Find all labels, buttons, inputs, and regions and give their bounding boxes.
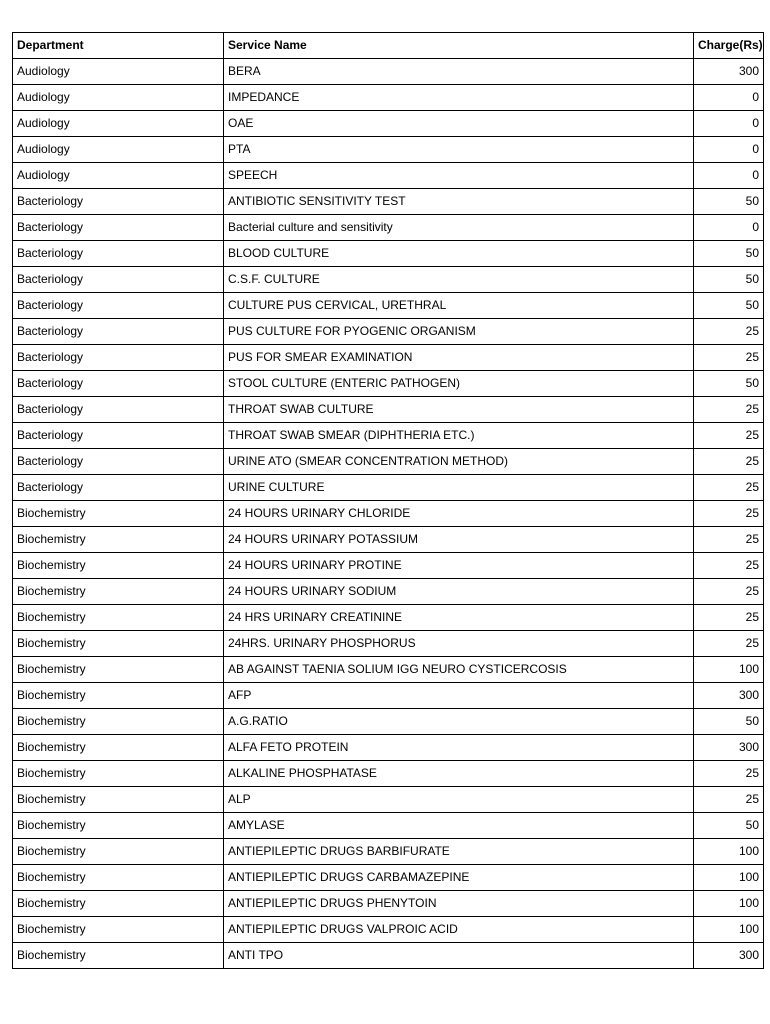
service-name-cell: Bacterial culture and sensitivity bbox=[224, 215, 694, 241]
department-cell: Biochemistry bbox=[13, 527, 224, 553]
department-cell: Biochemistry bbox=[13, 865, 224, 891]
table-row bbox=[13, 917, 764, 943]
department-cell: Biochemistry bbox=[13, 761, 224, 787]
table-row bbox=[13, 657, 764, 683]
charge-cell: 0 bbox=[694, 85, 764, 111]
charge-cell: 100 bbox=[694, 865, 764, 891]
charge-cell: 50 bbox=[694, 709, 764, 735]
service-name-cell: THROAT SWAB SMEAR (DIPHTHERIA ETC.) bbox=[224, 423, 694, 449]
department-cell: Bacteriology bbox=[13, 371, 224, 397]
department-cell: Biochemistry bbox=[13, 813, 224, 839]
department-cell: Bacteriology bbox=[13, 293, 224, 319]
charge-cell: 25 bbox=[694, 397, 764, 423]
service-name-cell: ANTIBIOTIC SENSITIVITY TEST bbox=[224, 189, 694, 215]
charge-cell: 25 bbox=[694, 527, 764, 553]
service-name-cell: ANTIEPILEPTIC DRUGS BARBIFURATE bbox=[224, 839, 694, 865]
department-cell: Biochemistry bbox=[13, 553, 224, 579]
service-name-cell: ANTI TPO bbox=[224, 943, 694, 969]
service-name-cell: URINE CULTURE bbox=[224, 475, 694, 501]
department-cell: Bacteriology bbox=[13, 215, 224, 241]
table-row bbox=[13, 475, 764, 501]
department-cell: Biochemistry bbox=[13, 787, 224, 813]
charge-cell: 300 bbox=[694, 683, 764, 709]
charge-cell: 100 bbox=[694, 917, 764, 943]
table-row bbox=[13, 865, 764, 891]
department-cell: Bacteriology bbox=[13, 319, 224, 345]
table-row bbox=[13, 85, 764, 111]
service-name-cell: AFP bbox=[224, 683, 694, 709]
charge-cell: 300 bbox=[694, 735, 764, 761]
service-name-cell: BERA bbox=[224, 59, 694, 85]
table-row bbox=[13, 163, 764, 189]
department-cell: Bacteriology bbox=[13, 397, 224, 423]
charge-cell: 25 bbox=[694, 501, 764, 527]
service-name-cell: 24 HOURS URINARY PROTINE bbox=[224, 553, 694, 579]
department-cell: Biochemistry bbox=[13, 839, 224, 865]
table-row bbox=[13, 59, 764, 85]
table-row bbox=[13, 241, 764, 267]
charge-cell: 300 bbox=[694, 59, 764, 85]
table-row bbox=[13, 735, 764, 761]
table-row bbox=[13, 501, 764, 527]
service-name-cell: THROAT SWAB CULTURE bbox=[224, 397, 694, 423]
department-cell: Bacteriology bbox=[13, 449, 224, 475]
department-cell: Bacteriology bbox=[13, 241, 224, 267]
table-row bbox=[13, 137, 764, 163]
table-row bbox=[13, 579, 764, 605]
department-cell: Audiology bbox=[13, 85, 224, 111]
service-name-cell: 24HRS. URINARY PHOSPHORUS bbox=[224, 631, 694, 657]
table-row bbox=[13, 553, 764, 579]
service-name-cell: C.S.F. CULTURE bbox=[224, 267, 694, 293]
table-row bbox=[13, 345, 764, 371]
department-cell: Biochemistry bbox=[13, 657, 224, 683]
charge-cell: 25 bbox=[694, 319, 764, 345]
charge-cell: 100 bbox=[694, 657, 764, 683]
table-row bbox=[13, 319, 764, 345]
table-row bbox=[13, 423, 764, 449]
header-row bbox=[13, 33, 764, 59]
charge-cell: 25 bbox=[694, 605, 764, 631]
charge-cell: 0 bbox=[694, 215, 764, 241]
charge-cell: 25 bbox=[694, 579, 764, 605]
department-cell: Biochemistry bbox=[13, 917, 224, 943]
service-name-cell: OAE bbox=[224, 111, 694, 137]
service-charges-table bbox=[12, 32, 764, 969]
table-row bbox=[13, 371, 764, 397]
department-cell: Biochemistry bbox=[13, 943, 224, 969]
department-cell: Audiology bbox=[13, 137, 224, 163]
service-name-cell: ANTIEPILEPTIC DRUGS VALPROIC ACID bbox=[224, 917, 694, 943]
charge-cell: 25 bbox=[694, 423, 764, 449]
department-column-header: Department bbox=[13, 33, 224, 59]
charge-cell: 100 bbox=[694, 891, 764, 917]
department-cell: Audiology bbox=[13, 111, 224, 137]
service-name-cell: BLOOD CULTURE bbox=[224, 241, 694, 267]
table-body bbox=[13, 59, 764, 969]
service-name-cell: ANTIEPILEPTIC DRUGS PHENYTOIN bbox=[224, 891, 694, 917]
table-row bbox=[13, 761, 764, 787]
table-row bbox=[13, 683, 764, 709]
department-cell: Biochemistry bbox=[13, 683, 224, 709]
department-cell: Biochemistry bbox=[13, 605, 224, 631]
charge-cell: 25 bbox=[694, 553, 764, 579]
charge-cell: 25 bbox=[694, 787, 764, 813]
service-name-cell: A.G.RATIO bbox=[224, 709, 694, 735]
service-name-cell: ANTIEPILEPTIC DRUGS CARBAMAZEPINE bbox=[224, 865, 694, 891]
department-cell: Biochemistry bbox=[13, 735, 224, 761]
charge-cell: 25 bbox=[694, 631, 764, 657]
table-row bbox=[13, 631, 764, 657]
charge-column-header: Charge(Rs) bbox=[694, 33, 764, 59]
charge-cell: 50 bbox=[694, 813, 764, 839]
service-name-cell: 24 HOURS URINARY POTASSIUM bbox=[224, 527, 694, 553]
charge-cell: 50 bbox=[694, 189, 764, 215]
service-name-cell: URINE ATO (SMEAR CONCENTRATION METHOD) bbox=[224, 449, 694, 475]
table-row bbox=[13, 605, 764, 631]
service-name-cell: PUS CULTURE FOR PYOGENIC ORGANISM bbox=[224, 319, 694, 345]
charge-cell: 0 bbox=[694, 137, 764, 163]
table-row bbox=[13, 189, 764, 215]
charge-cell: 25 bbox=[694, 475, 764, 501]
department-cell: Bacteriology bbox=[13, 475, 224, 501]
charge-cell: 50 bbox=[694, 371, 764, 397]
table-row bbox=[13, 943, 764, 969]
charge-cell: 25 bbox=[694, 761, 764, 787]
service-name-cell: AB AGAINST TAENIA SOLIUM IGG NEURO CYSTICERCOSIS bbox=[224, 657, 694, 683]
department-cell: Biochemistry bbox=[13, 891, 224, 917]
department-cell: Biochemistry bbox=[13, 631, 224, 657]
table-header bbox=[13, 33, 764, 59]
department-cell: Audiology bbox=[13, 163, 224, 189]
table-row bbox=[13, 527, 764, 553]
service-name-cell: SPEECH bbox=[224, 163, 694, 189]
service-name-cell: STOOL CULTURE (ENTERIC PATHOGEN) bbox=[224, 371, 694, 397]
table-row bbox=[13, 267, 764, 293]
department-cell: Biochemistry bbox=[13, 579, 224, 605]
table-row bbox=[13, 397, 764, 423]
table-row bbox=[13, 215, 764, 241]
charge-cell: 50 bbox=[694, 293, 764, 319]
department-cell: Bacteriology bbox=[13, 189, 224, 215]
table-row bbox=[13, 787, 764, 813]
table-row bbox=[13, 839, 764, 865]
service-name-cell: AMYLASE bbox=[224, 813, 694, 839]
charge-cell: 300 bbox=[694, 943, 764, 969]
department-cell: Biochemistry bbox=[13, 709, 224, 735]
department-cell: Bacteriology bbox=[13, 423, 224, 449]
table-row bbox=[13, 449, 764, 475]
service-name-cell: 24 HOURS URINARY SODIUM bbox=[224, 579, 694, 605]
service-name-cell: ALP bbox=[224, 787, 694, 813]
department-cell: Biochemistry bbox=[13, 501, 224, 527]
charge-cell: 0 bbox=[694, 111, 764, 137]
service-name-cell: IMPEDANCE bbox=[224, 85, 694, 111]
department-cell: Bacteriology bbox=[13, 345, 224, 371]
table-row bbox=[13, 111, 764, 137]
table-row bbox=[13, 293, 764, 319]
charge-cell: 50 bbox=[694, 267, 764, 293]
service-name-cell: CULTURE PUS CERVICAL, URETHRAL bbox=[224, 293, 694, 319]
department-cell: Bacteriology bbox=[13, 267, 224, 293]
table-row bbox=[13, 813, 764, 839]
department-cell: Audiology bbox=[13, 59, 224, 85]
service-name-cell: 24 HOURS URINARY CHLORIDE bbox=[224, 501, 694, 527]
charge-cell: 50 bbox=[694, 241, 764, 267]
service-name-column-header: Service Name bbox=[224, 33, 694, 59]
table-row bbox=[13, 709, 764, 735]
charge-cell: 25 bbox=[694, 345, 764, 371]
charge-cell: 0 bbox=[694, 163, 764, 189]
charge-cell: 25 bbox=[694, 449, 764, 475]
table-row bbox=[13, 891, 764, 917]
service-name-cell: ALKALINE PHOSPHATASE bbox=[224, 761, 694, 787]
service-name-cell: PUS FOR SMEAR EXAMINATION bbox=[224, 345, 694, 371]
service-name-cell: 24 HRS URINARY CREATININE bbox=[224, 605, 694, 631]
charge-cell: 100 bbox=[694, 839, 764, 865]
service-name-cell: PTA bbox=[224, 137, 694, 163]
service-name-cell: ALFA FETO PROTEIN bbox=[224, 735, 694, 761]
